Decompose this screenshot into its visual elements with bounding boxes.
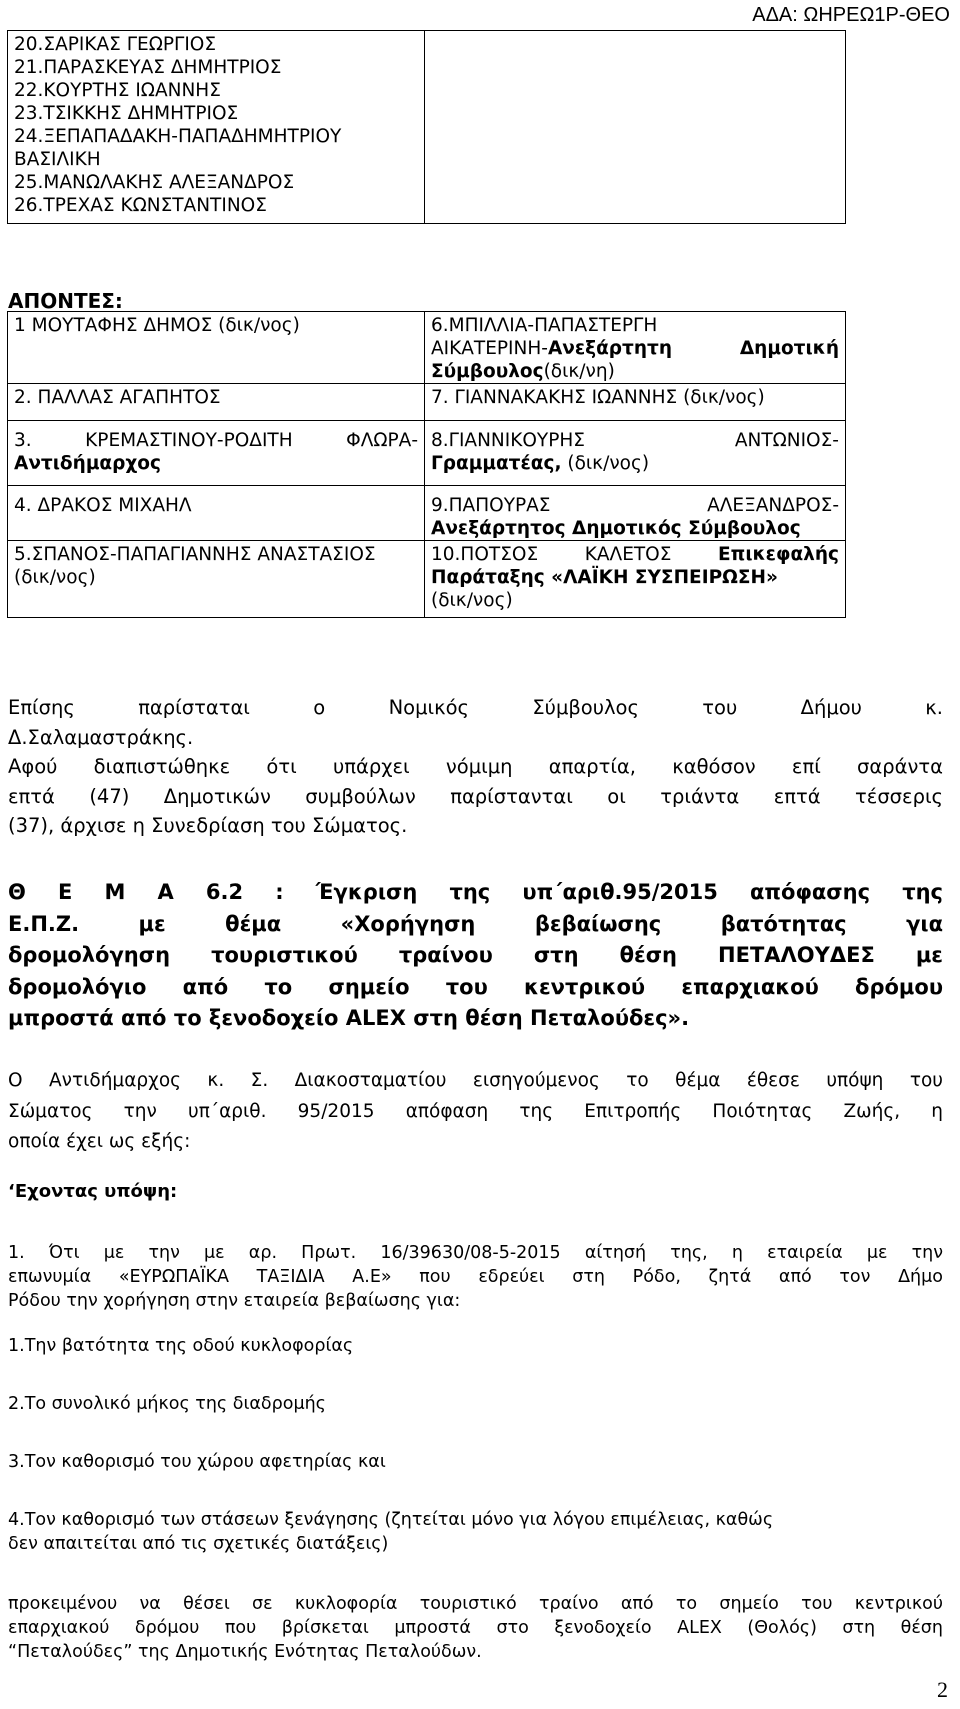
absent-cell-6 bbox=[425, 312, 846, 384]
absent-6-line1: 6.ΜΠΙΛΛΙΑ-ΠΑΠΑΣΤΕΡΓΗ bbox=[431, 315, 658, 336]
report-line-2: Σώματος την υπ΄αριθ. 95/2015 απόφαση της Επιτροπής Ποιότητας Ζωής, η bbox=[8, 1100, 943, 1122]
absent-5-line2: (δικ/νος) bbox=[14, 567, 96, 588]
absent-4: 4. ΔΡΑΚΟΣ ΜΙΧΑΗΛ bbox=[14, 495, 192, 516]
member-23: 23.ΤΣΙΚΚΗΣ ΔΗΜΗΤΡΙΟΣ bbox=[14, 103, 239, 124]
absent-8-line1: 8.ΓΙΑΝΝΙΚΟΥΡΗΣ ΑΝΤΩΝΙΟΣ- bbox=[431, 430, 839, 451]
absent-10-line3: (δικ/νος) bbox=[431, 590, 513, 611]
intro-paragraph bbox=[8, 693, 943, 841]
present-members-table bbox=[7, 30, 846, 224]
theme-heading bbox=[8, 877, 943, 1035]
member-22: 22.ΚΟΥΡΤΗΣ ΙΩΑΝΝΗΣ bbox=[14, 80, 221, 101]
theme-line-2: Ε.Π.Ζ. με θέμα «Χορήγηση βεβαίωσης βατότητας για bbox=[8, 911, 943, 936]
absent-cell-10 bbox=[425, 541, 846, 618]
final-line-3: “Πεταλούδες” της Δημοτικής Ενότητας Πεταλούδων. bbox=[8, 1642, 482, 1662]
member-24: 24.ΞΕΠΑΠΑΔΑΚΗ-ΠΑΠΑΔΗΜΗΤΡΙΟΥ bbox=[14, 126, 342, 147]
absent-heading: ΑΠΟΝΤΕΣ: bbox=[8, 289, 123, 313]
ada-code: ΑΔΑ: ΩΗΡΕΩ1Ρ-ΘΕΟ bbox=[752, 4, 950, 26]
theme-line-3: δρομολόγηση τουριστικού τραίνου στη θέση ΠΕΤΑΛΟΥΔΕΣ με bbox=[8, 943, 943, 967]
report-line-3: οποία έχει ως εξής: bbox=[8, 1131, 191, 1152]
member-21: 21.ΠΑΡΑΣΚΕΥΑΣ ΔΗΜΗΤΡΙΟΣ bbox=[14, 57, 282, 78]
absent-6-line3: Σύμβουλος(δικ/νη) bbox=[431, 361, 615, 382]
absent-5-line1: 5.ΣΠΑΝΟΣ-ΠΑΠΑΓΙΑΝΝΗΣ ΑΝΑΣΤΑΣΙΟΣ bbox=[14, 544, 376, 565]
absent-9-line1: 9.ΠΑΠΟΥΡΑΣ ΑΛΕΞΑΝΔΡΟΣ- bbox=[431, 495, 839, 516]
considering-heading: ‘Εχοντας υπόψη: bbox=[8, 1181, 178, 1202]
final-paragraph bbox=[8, 1592, 943, 1664]
final-line-1: προκειμένου να θέσει σε κυκλοφορία τουριστικό τραίνο από το σημείο του κεντρικού bbox=[8, 1594, 943, 1614]
absent-cell-7 bbox=[425, 384, 846, 421]
item-1-paragraph bbox=[8, 1241, 943, 1313]
member-20: 20.ΣΑΡΙΚΑΣ ΓΕΩΡΓΙΟΣ bbox=[14, 34, 217, 55]
intro-line-4: επτά (47) Δημοτικών συμβούλων παρίστανται οι τριάντα επτά τέσσερις bbox=[8, 784, 943, 808]
sub-item-4 bbox=[8, 1508, 943, 1556]
absent-9-line2: Ανεξάρτητος Δημοτικός Σύμβουλος bbox=[431, 518, 801, 539]
theme-line-5: μπροστά από το ξενοδοχείο ALEX στη θέση Πεταλούδες». bbox=[8, 1006, 690, 1030]
absent-3-line2: Αντιδήμαρχος bbox=[14, 453, 161, 474]
absent-members-table bbox=[7, 311, 846, 618]
theme-line-4: δρομολόγιο από το σημείο του κεντρικού επαρχιακού δρόμου bbox=[8, 974, 943, 999]
absent-cell-1 bbox=[8, 312, 425, 384]
absent-1: 1 ΜΟΥΤΑΦΗΣ ΔΗΜΟΣ (δικ/νος) bbox=[14, 315, 300, 336]
sub-item-4-line-1: 4.Τον καθορισμό των στάσεων ξενάγησης (ζητείται μόνο για λόγου επιμέλειας, καθώς bbox=[8, 1510, 774, 1530]
sub-item-2: 2.Το συνολικό μήκος της διαδρομής bbox=[8, 1394, 326, 1414]
intro-line-1: Επίσης παρίσταται ο Νομικός Σύμβουλος του Δήμου κ. bbox=[8, 696, 943, 719]
absent-cell-4 bbox=[8, 486, 425, 541]
intro-line-5: (37), άρχισε η Συνεδρίαση του Σώματος. bbox=[8, 814, 408, 837]
empty-cell bbox=[425, 31, 846, 224]
page-number: 2 bbox=[937, 1677, 948, 1702]
intro-line-2: Δ.Σαλαμαστράκης. bbox=[8, 725, 194, 749]
absent-3-line1: 3. ΚΡΕΜΑΣΤΙΝΟΥ-ΡΟΔΙΤΗ ΦΛΩΡΑ- bbox=[14, 430, 418, 451]
report-line-1: Ο Αντιδήμαρχος κ. Σ. Διακοσταματίου εισηγούμενος το θέμα έθεσε υπόψη του bbox=[8, 1070, 943, 1091]
item-1-line-1: 1. Ότι με την με αρ. Πρωτ. 16/39630/08-5-2015 αίτησή της, η εταιρεία με την bbox=[8, 1243, 943, 1263]
absent-cell-2 bbox=[8, 384, 425, 421]
sub-item-4-line-2: δεν απαιτείται από τις σχετικές διατάξεις) bbox=[8, 1534, 389, 1554]
absent-2: 2. ΠΑΛΛΑΣ ΑΓΑΠΗΤΟΣ bbox=[14, 387, 221, 408]
item-1-line-2: επωνυμία «ΕΥΡΩΠΑΪΚΑ ΤΑΞΙΔΙΑ Α.Ε» που εδρεύει στη Ρόδο, ζητά από τον Δήμο bbox=[8, 1267, 943, 1287]
member-25: 25.ΜΑΝΩΛΑΚΗΣ ΑΛΕΞΑΝΔΡΟΣ bbox=[14, 172, 295, 193]
theme-line-1: Θ Ε Μ Α 6.2 : Έγκριση της υπ΄αριθ.95/2015 απόφασης της bbox=[8, 880, 943, 904]
absent-7: 7. ΓΙΑΝΝΑΚΑΚΗΣ ΙΩΑΝΝΗΣ (δικ/νος) bbox=[431, 387, 765, 408]
absent-6-line2: ΑΙΚΑΤΕΡΙΝΗ-Ανεξάρτητη Δημοτική bbox=[431, 338, 839, 359]
final-line-2: επαρχιακού δρόμου που βρίσκεται μπροστά στο ξενοδοχείο ALEX (Θολός) στη θέση bbox=[8, 1618, 943, 1638]
member-24-cont: ΒΑΣΙΛΙΚΗ bbox=[14, 149, 101, 170]
member-26: 26.ΤΡΕΧΑΣ ΚΩΝΣΤΑΝΤΙΝΟΣ bbox=[14, 195, 267, 216]
absent-cell-3 bbox=[8, 421, 425, 486]
sub-item-1: 1.Την βατότητα της οδού κυκλοφορίας bbox=[8, 1336, 354, 1356]
sub-item-3: 3.Τον καθορισμό του χώρου αφετηρίας και bbox=[8, 1452, 386, 1472]
absent-cell-8 bbox=[425, 421, 846, 486]
item-1-line-3: Ρόδου την χορήγηση στην εταιρεία βεβαίωσης για: bbox=[8, 1291, 461, 1311]
report-paragraph bbox=[8, 1066, 943, 1158]
absent-cell-9 bbox=[425, 486, 846, 541]
present-members-cell bbox=[8, 31, 425, 224]
absent-cell-5 bbox=[8, 541, 425, 618]
absent-10-line1: 10.ΠΟΤΣΟΣ ΚΑΛΕΤΟΣ Επικεφαλής bbox=[431, 544, 839, 565]
absent-10-line2: Παράταξης «ΛΑΪΚΗ ΣΥΣΠΕΙΡΩΣΗ» bbox=[431, 567, 778, 588]
absent-8-line2: Γραμματέας, (δικ/νος) bbox=[431, 453, 650, 474]
intro-line-3: Αφού διαπιστώθηκε ότι υπάρχει νόμιμη απαρτία, καθόσον επί σαράντα bbox=[8, 755, 943, 778]
